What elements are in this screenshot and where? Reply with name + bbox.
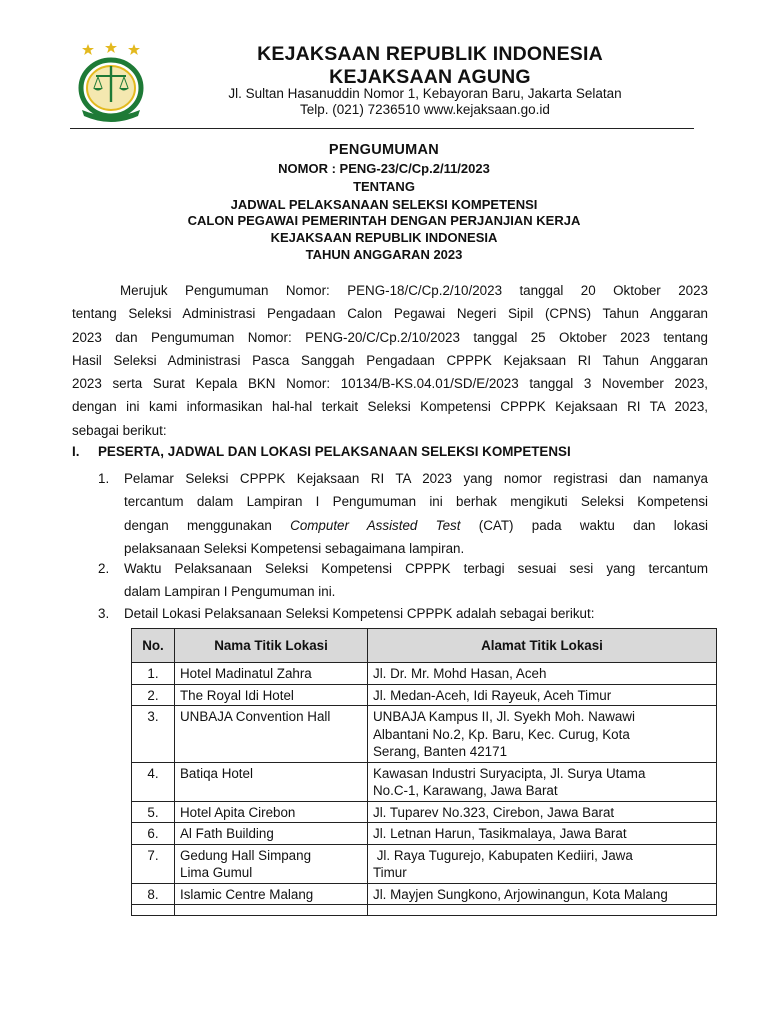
cell-no: 4. xyxy=(132,762,175,801)
cell-location-address xyxy=(368,801,717,823)
paragraph-line: tentang Seleksi Administrasi Pengadaan Calon Pegawai Negeri Sipil (CPNS) Tahun Anggaran xyxy=(72,306,708,322)
organization-subname: KEJAKSAAN AGUNG xyxy=(329,66,531,88)
list-item-number: 1. xyxy=(98,471,110,486)
column-header-no: No. xyxy=(132,629,175,663)
table-header-row xyxy=(132,629,717,663)
section-number: I. xyxy=(72,444,80,459)
cell-location-address xyxy=(368,663,717,685)
paragraph-line: dengan ini kami informasikan hal-hal terkait Seleksi Kompetensi CPPPK Kejaksaan RI TA 2023, xyxy=(72,399,708,415)
intro-paragraph xyxy=(72,279,708,442)
cell-location-name xyxy=(175,801,368,823)
list-item-number: 3. xyxy=(98,606,110,621)
announcement-title-line: CALON PEGAWAI PEMERINTAH DENGAN PERJANJIAN KERJA xyxy=(187,213,581,228)
cell-no: 8. xyxy=(132,883,175,905)
cell-text-line: Batiqa Hotel xyxy=(180,765,253,781)
cell-text-line: Hotel Madinatul Zahra xyxy=(180,666,312,681)
table-row xyxy=(132,684,717,706)
table-row xyxy=(132,823,717,845)
cell-location-address xyxy=(368,706,717,763)
cell-location-address xyxy=(368,823,717,845)
announcement-title-line: TAHUN ANGGARAN 2023 xyxy=(305,247,463,262)
cell-no: 7. xyxy=(132,844,175,883)
cell-location-address xyxy=(368,684,717,706)
cell-location-name xyxy=(175,883,368,905)
paragraph-line: Merujuk Pengumuman Nomor: PENG-18/C/Cp.2/10/2023 tanggal 20 Oktober 2023 xyxy=(120,283,708,298)
cell-text-line: No.C-1, Karawang, Jawa Barat xyxy=(373,783,558,798)
cell-text-line: UNBAJA Convention Hall xyxy=(180,709,331,724)
letterhead-divider xyxy=(70,128,694,129)
list-item-line: Pelamar Seleksi CPPPK Kejaksaan RI TA 2023 yang nomor registrasi dan namanya xyxy=(124,471,708,486)
paragraph-line: 2023 dan Pengumuman Nomor: PENG-20/C/Cp.2/10/2023 tanggal 25 Oktober 2023 tentang xyxy=(72,329,708,345)
cell-location-address xyxy=(368,762,717,801)
table-row xyxy=(132,706,717,763)
list-item-line xyxy=(124,514,708,537)
announcement-title-line: KEJAKSAAN REPUBLIK INDONESIA xyxy=(270,230,498,245)
spacer-cell xyxy=(368,905,717,916)
cell-text-line: Serang, Banten 42171 xyxy=(373,744,508,759)
announcement-about: TENTANG xyxy=(353,179,415,194)
cell-location-name xyxy=(175,762,368,801)
organization-name: KEJAKSAAN REPUBLIK INDONESIA xyxy=(257,43,603,65)
cell-text-line: The Royal Idi Hotel xyxy=(180,687,294,703)
cell-location-address xyxy=(368,883,717,905)
cell-no: 6. xyxy=(132,823,175,845)
announcement-number: NOMOR : PENG-23/C/Cp.2/11/2023 xyxy=(278,161,490,176)
announcement-title-line: JADWAL PELAKSANAAN SELEKSI KOMPETENSI xyxy=(230,197,538,212)
cell-location-address xyxy=(368,844,717,883)
cell-text-line: Jl. Tuparev No.323, Cirebon, Jawa Barat xyxy=(373,804,615,820)
table-row xyxy=(132,663,717,685)
cell-text-line: Timur xyxy=(373,865,407,880)
list-item-line: tercantum dalam Lampiran I Pengumuman ini berhak mengikuti Seleksi Kompetensi xyxy=(124,494,708,510)
cell-text-line: Kawasan Industri Suryacipta, Jl. Surya Utama xyxy=(373,765,646,781)
spacer-cell xyxy=(175,905,368,916)
section-title: PESERTA, JADWAL DAN LOKASI PELAKSANAAN SELEKSI KOMPETENSI xyxy=(98,444,571,459)
cell-no: 5. xyxy=(132,801,175,823)
cell-location-name xyxy=(175,684,368,706)
cell-location-name xyxy=(175,823,368,845)
cell-text-line: Albantani No.2, Kp. Baru, Kec. Curug, Kota xyxy=(373,726,630,742)
cell-no: 2. xyxy=(132,684,175,706)
cell-text-line: Jl. Dr. Mr. Mohd Hasan, Aceh xyxy=(373,666,547,681)
cell-text-line: Islamic Centre Malang xyxy=(180,886,314,902)
table-spacer-row xyxy=(132,905,717,916)
cell-location-name xyxy=(175,844,368,883)
list-item-text: dengan menggunakan xyxy=(124,517,291,533)
cell-text-line: Lima Gumul xyxy=(180,865,253,880)
cell-text-line: UNBAJA Kampus II, Jl. Syekh Moh. Nawawi xyxy=(373,709,635,724)
cell-location-name xyxy=(175,706,368,763)
organization-contact: Telp. (021) 7236510 www.kejaksaan.go.id xyxy=(300,102,550,117)
cell-text-line: Jl. Letnan Harun, Tasikmalaya, Jawa Barat xyxy=(373,826,627,841)
cell-no: 1. xyxy=(132,663,175,685)
cell-location-name xyxy=(175,663,368,685)
list-item-line: Detail Lokasi Pelaksanaan Seleksi Kompetensi CPPPK adalah sebagai berikut: xyxy=(124,606,595,621)
list-item-line: dalam Lampiran I Pengumuman ini. xyxy=(124,584,336,600)
paragraph-line: Hasil Seleksi Administrasi Pasca Sanggah Pengadaan CPPPK Kejaksaan RI Tahun Anggaran xyxy=(72,352,708,368)
table-row xyxy=(132,801,717,823)
announcement-heading: PENGUMUMAN xyxy=(328,142,440,158)
cell-text-line: Jl. Medan-Aceh, Idi Rayeuk, Aceh Timur xyxy=(373,687,612,703)
location-table xyxy=(131,628,717,916)
column-header-location-address: Alamat Titik Lokasi xyxy=(368,629,717,663)
table-row xyxy=(132,844,717,883)
list-item-line: Waktu Pelaksanaan Seleksi Kompetensi CPPPK terbagi sesuai sesi yang tercantum xyxy=(124,561,708,576)
cell-text-line: Jl. Raya Tugurejo, Kabupaten Kediiri, Jawa xyxy=(373,847,633,863)
list-item-italic-term: Computer Assisted Test xyxy=(290,517,461,533)
cell-text-line: Jl. Mayjen Sungkono, Arjowinangun, Kota Malang xyxy=(373,886,668,902)
list-item-number: 2. xyxy=(98,561,110,576)
table-row xyxy=(132,762,717,801)
spacer-cell xyxy=(132,905,175,916)
paragraph-line: sebagai berikut: xyxy=(72,422,167,438)
organization-address: Jl. Sultan Hasanuddin Nomor 1, Kebayoran Baru, Jakarta Selatan xyxy=(228,86,622,101)
cell-text-line: Hotel Apita Cirebon xyxy=(180,804,296,820)
cell-text-line: Gedung Hall Simpang xyxy=(180,847,312,863)
paragraph-line: 2023 serta Surat Kepala BKN Nomor: 10134/B-KS.04.01/SD/E/2023 tanggal 3 November 2023, xyxy=(72,376,708,392)
column-header-location-name: Nama Titik Lokasi xyxy=(175,629,368,663)
list-item-line: pelaksanaan Seleksi Kompetensi sebagaimana lampiran. xyxy=(124,540,465,556)
kejaksaan-emblem-icon xyxy=(74,42,148,122)
table-row xyxy=(132,883,717,905)
cell-no: 3. xyxy=(132,706,175,763)
cell-text-line: Al Fath Building xyxy=(180,826,274,841)
list-item-text: (CAT) pada waktu dan lokasi xyxy=(460,517,709,533)
